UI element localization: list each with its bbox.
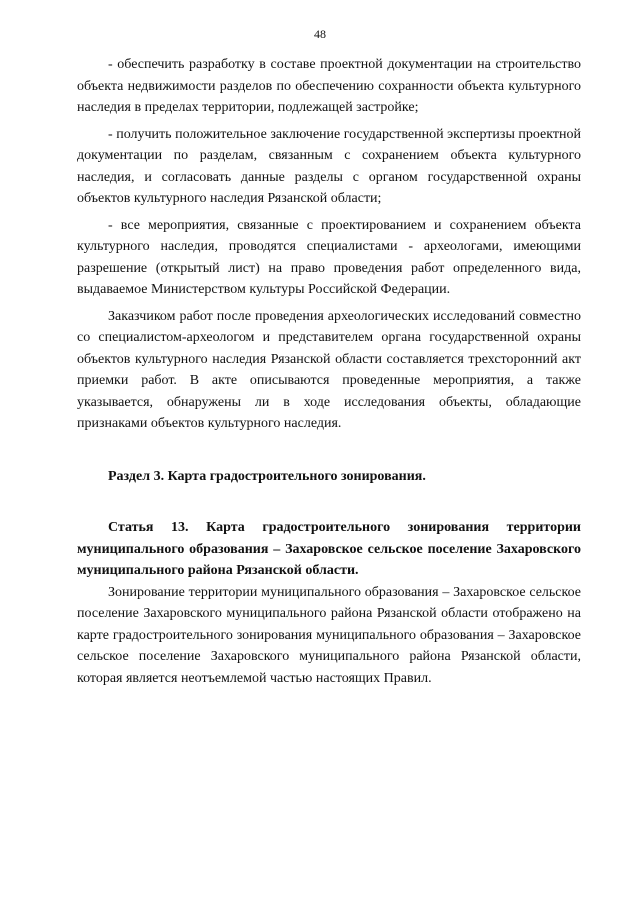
- page-number: 48: [314, 27, 326, 41]
- paragraph-archaeologists: - все мероприятия, связанные с проектированием и сохранением объекта культурного наследия, проводятся специалистами - археологами, имеющими разрешение (открытый лист) на право проведения работ определенного вида, выдаваемое Министерством культуры Российской Федерации.: [77, 217, 581, 297]
- section-heading: Раздел 3. Карта градостроительного зонирования.: [108, 468, 426, 484]
- paragraph-design-documentation: - обеспечить разработку в составе проектной документации на строительство объекта недвижимости разделов по обеспечению сохранности объекта культурного наследия в пределах территории, подлежащей застройке;: [77, 57, 581, 115]
- paragraph-acceptance-act: Заказчиком работ после проведения археологических исследований совместно со специалистом-археологом и представителем органа государственной охраны объектов культурного наследия Рязанской области составляется трехсторонний акт приемки работ. В акте описываются проведенные мероприятия, а также указывается, обнаружены ли в ходе исследования объекты, обладающие признаками объектов культурного наследия.: [77, 308, 581, 431]
- article-heading: Статья 13. Карта градостроительного зонирования территории муниципального образования – Захаровское сельское поселение Захаровского муниципального района Рязанской области.: [77, 520, 581, 578]
- document-body: [77, 54, 581, 694]
- paragraph-zoning: Зонирование территории муниципального образования – Захаровское сельское поселение Захаровского муниципального района Рязанской области отображено на карте градостроительного зонирования муниципального образования – Захаровское сельское поселение Захаровского муниципального района Рязанской области, которая является неотъемлемой частью настоящих Правил.: [77, 584, 581, 686]
- paragraph-state-expertise: - получить положительное заключение государственной экспертизы проектной документации по разделам, связанным с сохранением объекта культурного наследия, и согласовать данные разделы с органом государственной охраны объектов культурного наследия Рязанской области;: [77, 126, 581, 206]
